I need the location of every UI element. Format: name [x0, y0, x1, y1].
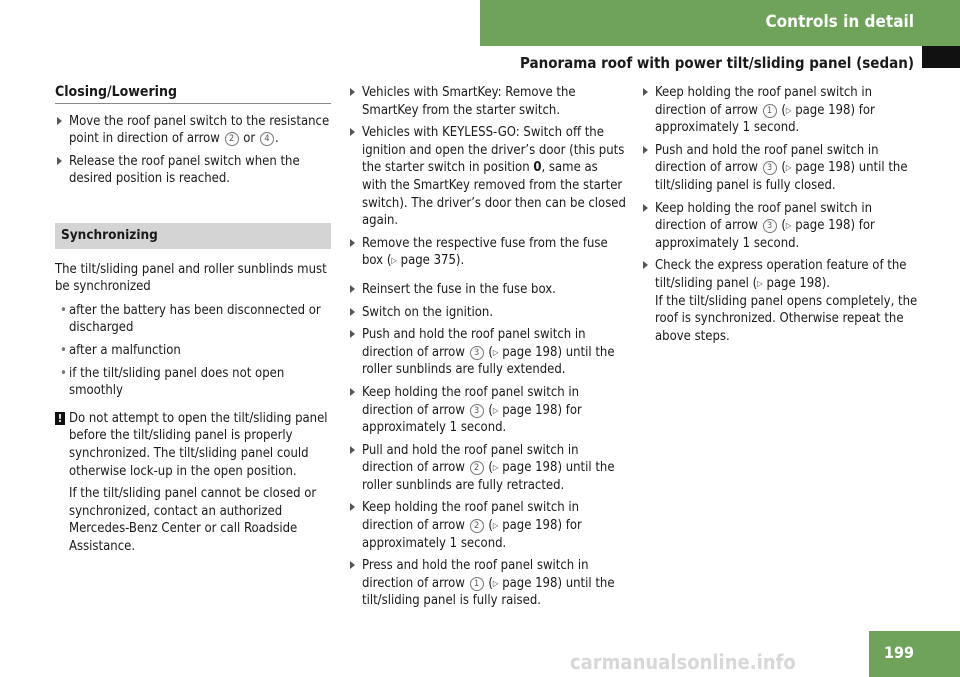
arrow-number-icon: 1 — [763, 104, 777, 118]
step-keyless-go: Vehicles with KEYLESS-GO: Switch off the ignition and open the driver’s door (this puts the starter switch in position 0, same as with the SmartKey removed from the starter switch). The driver’s door then can be closed again. — [348, 124, 626, 230]
step-move-switch: Move the roof panel switch to the resistance point in direction of arrow 2 or 4 . — [55, 113, 331, 148]
step-push-hold: Push and hold the roof panel switch in direction of arrow 3 (▷ page 198) until the tilt/sliding panel is fully closed. — [641, 142, 919, 195]
section-heading: Closing/Lowering — [55, 84, 331, 104]
list-item: • if the tilt/sliding panel does not open smoothly — [55, 365, 331, 400]
arrow-number-icon: 3 — [763, 161, 777, 175]
page-ref-icon: ▷ — [391, 256, 397, 266]
arrow-number-icon: 2 — [470, 461, 484, 475]
column-left — [55, 84, 331, 560]
step-press-hold: Press and hold the roof panel switch in direction of arrow 1 (▷ page 198) until the tilt/sliding panel is fully raised. — [348, 557, 626, 610]
step-release-switch: Release the roof panel switch when the desired position is reached. — [55, 153, 331, 188]
step-remove-fuse: Remove the respective fuse from the fuse box (▷ page 375). — [348, 235, 626, 270]
step-keep-holding: Keep holding the roof panel switch in direction of arrow 2 (▷ page 198) for approximately 1 second. — [348, 499, 626, 552]
page-number: 199 — [883, 643, 914, 662]
page-ref-icon: ▷ — [492, 463, 499, 473]
page-ref-icon: ▷ — [492, 347, 499, 357]
header-marker — [922, 46, 960, 68]
page-ref-icon: ▷ — [785, 221, 792, 231]
list-item: • after a malfunction — [55, 342, 331, 360]
step-keep-holding: Keep holding the roof panel switch in direction of arrow 3 (▷ page 198) for approximately 1 second. — [348, 384, 626, 437]
arrow-number-icon: 2 — [470, 519, 484, 533]
arrow-number-icon: 3 — [763, 219, 777, 233]
chapter-title: Controls in detail — [765, 12, 914, 32]
arrow-number-icon: 1 — [470, 577, 484, 591]
step-check-express: Check the express operation feature of the tilt/sliding panel (▷ page 198). If the tilt/sliding panel opens completely, the roof is synchronized. Otherwise repeat the above steps. — [641, 257, 919, 345]
step-reinsert-fuse: Reinsert the fuse in the fuse box. — [348, 281, 626, 299]
arrow-number-icon: 3 — [470, 346, 484, 360]
step-keep-holding: Keep holding the roof panel switch in direction of arrow 1 (▷ page 198) for approximately 1 second. — [641, 84, 919, 137]
warning-icon: ! — [55, 412, 65, 425]
arrow-number-icon: 2 — [225, 132, 239, 146]
step-smartkey: Vehicles with SmartKey: Remove the SmartKey from the starter switch. — [348, 84, 626, 119]
page-ref-icon: ▷ — [785, 163, 792, 173]
warning-note: ! Do not attempt to open the tilt/sliding panel before the tilt/sliding panel is properly synchronized. The tilt/sliding panel could otherwise lock-up in the open position. — [55, 410, 331, 480]
section-heading-synchronizing: Synchronizing — [55, 223, 331, 249]
arrow-number-icon: 3 — [470, 404, 484, 418]
page-ref-icon: ▷ — [492, 521, 499, 531]
list-item: • after the battery has been disconnected or discharged — [55, 302, 331, 337]
step-keep-holding: Keep holding the roof panel switch in direction of arrow 3 (▷ page 198) for approximately 1 second. — [641, 200, 919, 253]
page-number-tab — [869, 631, 960, 677]
column-middle — [348, 84, 626, 615]
warning-note-continued: If the tilt/sliding panel cannot be closed or synchronized, contact an authorized Mercedes-Benz Center or call Roadside Assistance. — [69, 486, 317, 554]
page-ref-icon: ▷ — [785, 105, 792, 115]
step-push-hold: Push and hold the roof panel switch in direction of arrow 3 (▷ page 198) until the roller sunblinds are fully extended. — [348, 326, 626, 379]
page-ref-icon: ▷ — [757, 278, 763, 288]
step-pull-hold: Pull and hold the roof panel switch in direction of arrow 2 (▷ page 198) until the roller sunblinds are fully retracted. — [348, 442, 626, 495]
page-subtitle: Panorama roof with power tilt/sliding panel (sedan) — [520, 54, 914, 72]
chapter-tab — [480, 0, 960, 46]
page-ref-icon: ▷ — [492, 405, 499, 415]
step-ignition-on: Switch on the ignition. — [348, 304, 626, 322]
watermark: carmanualsonline.info — [570, 650, 796, 674]
column-right — [641, 84, 919, 350]
arrow-number-icon: 4 — [260, 132, 274, 146]
page-ref-icon: ▷ — [492, 578, 499, 588]
sync-intro: The tilt/sliding panel and roller sunblinds must be synchronized — [55, 261, 327, 295]
